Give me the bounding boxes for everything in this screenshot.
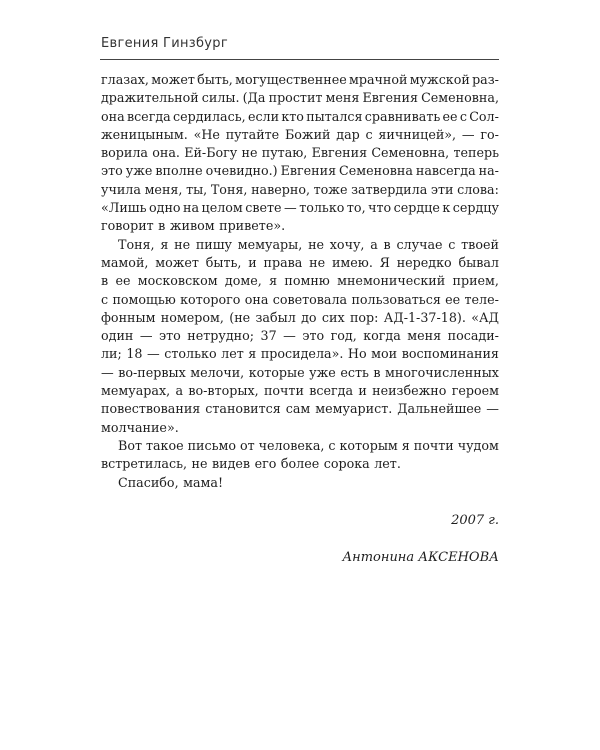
text-line: глазах, может быть, могущественнее мрачной мужской раз- bbox=[101, 72, 499, 87]
date-line: 2007 г. bbox=[451, 513, 499, 528]
text-line: говорит в живом привете». bbox=[101, 218, 286, 234]
text-line: учила меня, ты, Тоня, наверно, тоже затвердила эти слова: bbox=[101, 181, 499, 197]
text-line: ворила она. Ей-Богу не путаю, Евгения Семеновна, теперь bbox=[101, 145, 499, 161]
text-line: один — это нетрудно; 37 — это год, когда меня посади- bbox=[101, 328, 499, 344]
author-signature: Антонина АКСЕНОВА bbox=[342, 550, 499, 565]
text-line: дражительной силы. (Да простит меня Евгения Семеновна, bbox=[101, 90, 499, 106]
text-line: ли; 18 — столько лет я просидела». Но мои воспоминания bbox=[101, 346, 499, 362]
text-line: встретилась, не видев его более сорока лет. bbox=[101, 456, 401, 472]
text-line: — во-первых мелочи, которые уже есть в многочисленных bbox=[101, 364, 499, 380]
header-rule bbox=[100, 59, 499, 60]
text-line: фонным номером, (не забыл до сих пор: АД-1-37-18). «АД bbox=[101, 309, 499, 325]
text-line: «Лишь одно на целом свете — только то, что сердце к сердцу bbox=[101, 200, 499, 216]
running-header: Евгения Гинзбург bbox=[101, 36, 228, 51]
text-line: молчание». bbox=[101, 419, 179, 435]
text-line: Тоня, я не пишу мемуары, не хочу, а в случае с твоей bbox=[118, 236, 499, 252]
text-line: она всегда сердилась, если кто пытался сравнивать ее с Сол- bbox=[101, 108, 499, 124]
text-line: женицыным. «Не путайте Божий дар с яичницей», — го- bbox=[101, 126, 499, 142]
text-line: мемуарах, а во-вторых, почти всегда и неизбежно героем bbox=[101, 383, 499, 399]
text-line: в ее московском доме, я помню мнемонический прием, bbox=[101, 273, 499, 289]
text-line: с помощью которого она советовала пользоваться ее теле- bbox=[101, 291, 499, 307]
text-line: это уже вполне очевидно.) Евгения Семеновна навсегда на- bbox=[101, 163, 499, 179]
text-line: Спасибо, мама! bbox=[118, 474, 224, 490]
text-line: повествования становится сам мемуарист. Дальнейшее — bbox=[101, 401, 499, 417]
text-line: Вот такое письмо от человека, с которым я почти чудом bbox=[118, 437, 499, 453]
text-line: мамой, может быть, и права не имею. Я нередко бывал bbox=[101, 254, 499, 270]
body-text bbox=[101, 71, 499, 492]
